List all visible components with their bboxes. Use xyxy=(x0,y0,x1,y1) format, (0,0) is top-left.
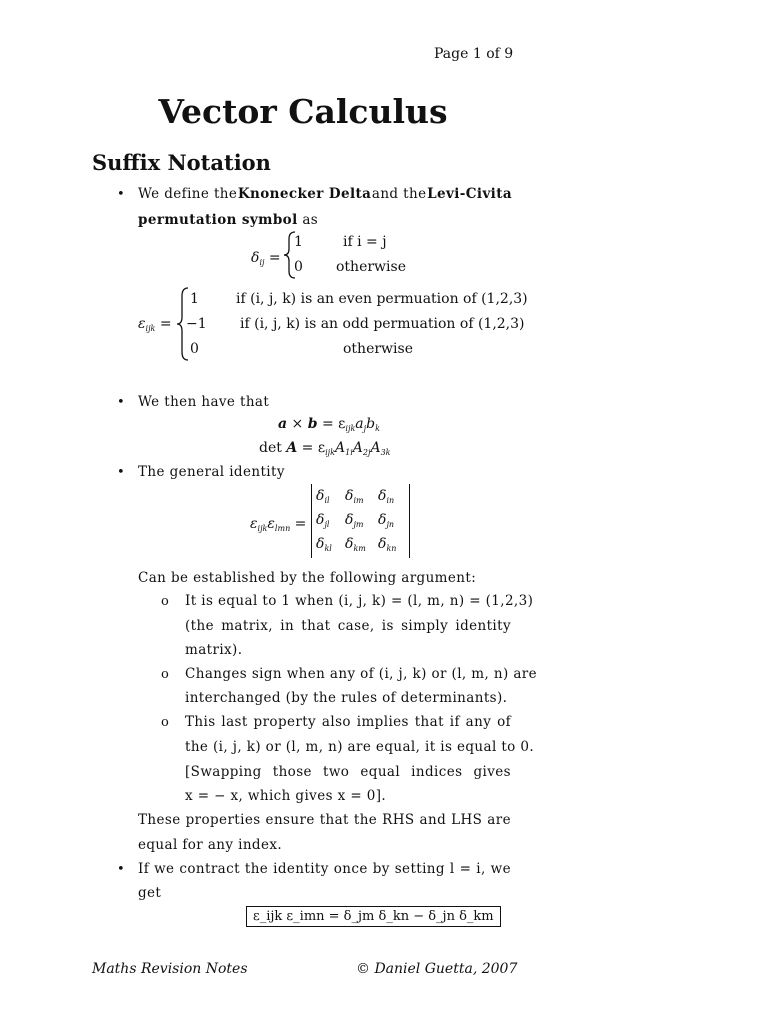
conclusion-line-1: These properties ensure that the RHS and LHS are xyxy=(138,812,511,828)
delta-subscript: ij xyxy=(259,258,265,267)
matrix-cell: in xyxy=(386,496,395,505)
matrix-entry: A xyxy=(370,440,381,456)
subscript: 1i xyxy=(345,448,353,457)
equals-epsilon: = ε xyxy=(317,416,346,432)
epsilon-subscript: ijk xyxy=(145,324,156,333)
identity-lhs xyxy=(250,516,306,533)
delta-lhs: $\delta_{ij}$ = xyxy=(251,250,281,267)
component-a: a xyxy=(355,416,364,432)
cross-product-equation xyxy=(278,416,380,433)
epsilon-case-condition: if (i, j, k) is an odd permuation of (1,2,3) xyxy=(240,316,525,332)
subscript: lmn xyxy=(274,524,291,533)
sub-bullet-2-line-2: interchanged (by the rules of determinants). xyxy=(185,690,508,706)
epsilon-symbol: ε xyxy=(138,316,146,332)
bullet-marker: • xyxy=(117,395,125,410)
epsilon-case-condition: if (i, j, k) is an even permuation of (1,2,3) xyxy=(236,291,528,307)
matrix-a: A xyxy=(286,440,298,456)
epsilon-case-value: −1 xyxy=(186,316,207,332)
conclusion-line-2: equal for any index. xyxy=(138,837,283,853)
sub-bullet-1-line-1: It is equal to 1 when (i, j, k) = (l, m, n) = (1,2,3) xyxy=(185,593,534,609)
sub-bullet-1-line-2: (the matrix, in that case, is simply identity xyxy=(185,618,511,634)
bullet-1-line-1 xyxy=(138,186,512,202)
delta-case-condition: if i = j xyxy=(343,234,387,250)
copyright-icon: © xyxy=(356,961,370,977)
matrix-cell: im xyxy=(353,496,364,505)
sub-bullet-3-line-3: [Swapping those two equal indices gives xyxy=(185,764,511,780)
matrix-cell: jm xyxy=(353,520,364,529)
epsilon-symbol: ε xyxy=(267,516,275,532)
vector-a: a xyxy=(278,416,288,432)
epsilon-subscript: ijk xyxy=(345,424,356,433)
subscript: 3k xyxy=(380,448,391,457)
subscript: k xyxy=(375,424,380,433)
argument-intro: Can be established by the following argument: xyxy=(138,570,477,586)
bullet-3-text: The general identity xyxy=(138,464,285,480)
matrix-cell: jn xyxy=(386,520,395,529)
subscript: j xyxy=(363,424,367,433)
bullet-4-line-2: get xyxy=(138,885,162,901)
matrix-entry: A xyxy=(352,440,363,456)
bullet-1-line-2 xyxy=(138,212,318,228)
page-number: Page 1 of 9 xyxy=(434,46,514,62)
levi-civita-term: Levi-Civita xyxy=(427,186,512,202)
bullet-1-text: as xyxy=(302,212,319,228)
sub-bullet-3-line-2: the (i, j, k) or (l, m, n) are equal, it is equal to 0. xyxy=(185,739,535,755)
bullet-4-line-1: If we contract the identity once by setting l = i, we xyxy=(138,861,511,877)
kronecker-delta-term: Knonecker Delta xyxy=(237,186,372,202)
bullet-marker: • xyxy=(117,187,125,202)
matrix-cell: km xyxy=(353,544,366,553)
sub-bullet-marker: o xyxy=(161,667,169,682)
subscript: 2j xyxy=(362,448,371,457)
sub-bullet-3-line-1: This last property also implies that if any of xyxy=(185,714,511,730)
times-sign: × xyxy=(287,416,308,432)
equals-sign: = xyxy=(290,516,307,532)
matrix-cell: kl xyxy=(324,544,332,553)
equals-epsilon: = ε xyxy=(297,440,326,456)
footer-author xyxy=(356,961,517,977)
subscript: ijk xyxy=(257,524,268,533)
sub-bullet-marker: o xyxy=(161,715,169,730)
det-operator: det xyxy=(259,440,287,456)
determinant-equation xyxy=(259,440,391,457)
determinant-matrix: $\delta_{il}$ $\delta_{im}$ $\delta_{in}$ $\delta_{jl}$ $\delta_{jm}$ $\delta_{jn}$ $\delta_{kl}$ $\delta_{km}$ $\delta_{kn}$ xyxy=(311,484,410,558)
sub-bullet-1-line-3: matrix). xyxy=(185,642,243,658)
footer-author-text: Daniel Guetta, 2007 xyxy=(374,961,518,977)
sub-bullet-3-line-4: x = − x, which gives x = 0]. xyxy=(185,788,387,804)
contracted-identity-box: ε_ijk ε_imn = δ_jm δ_kn − δ_jn δ_km xyxy=(246,906,501,927)
section-heading: Suffix Notation xyxy=(92,150,271,175)
document-title: Vector Calculus xyxy=(158,92,448,131)
matrix-cell: kn xyxy=(386,544,397,553)
epsilon-lhs: $\varepsilon_{ijk}$ = xyxy=(138,316,172,333)
matrix-entry: A xyxy=(334,440,346,456)
vector-b: b xyxy=(307,416,318,432)
bullet-marker: • xyxy=(117,465,125,480)
matrix-cell: il xyxy=(324,496,330,505)
epsilon-subscript: ijk xyxy=(325,448,335,457)
delta-symbol: δ xyxy=(251,250,260,266)
footer-title: Maths Revision Notes xyxy=(92,961,248,977)
delta-case-value: 0 xyxy=(294,259,303,275)
epsilon-case-condition: otherwise xyxy=(343,341,413,357)
bullet-1-text: We define the xyxy=(138,186,238,202)
epsilon-symbol: ε xyxy=(250,516,258,532)
component-b: b xyxy=(366,416,376,432)
delta-case-condition: otherwise xyxy=(336,259,406,275)
epsilon-case-value: 1 xyxy=(190,291,199,307)
matrix-cell: jl xyxy=(324,520,330,529)
sub-bullet-2-line-1: Changes sign when any of (i, j, k) or (l, m, n) are xyxy=(185,666,538,682)
delta-case-value: 1 xyxy=(294,234,303,250)
epsilon-case-value: 0 xyxy=(190,341,199,357)
bullet-1-text: and the xyxy=(371,186,427,202)
sub-bullet-marker: o xyxy=(161,594,169,609)
permutation-symbol-term: permutation symbol xyxy=(138,212,298,228)
bullet-2-text: We then have that xyxy=(138,394,270,410)
bullet-marker: • xyxy=(117,862,125,877)
